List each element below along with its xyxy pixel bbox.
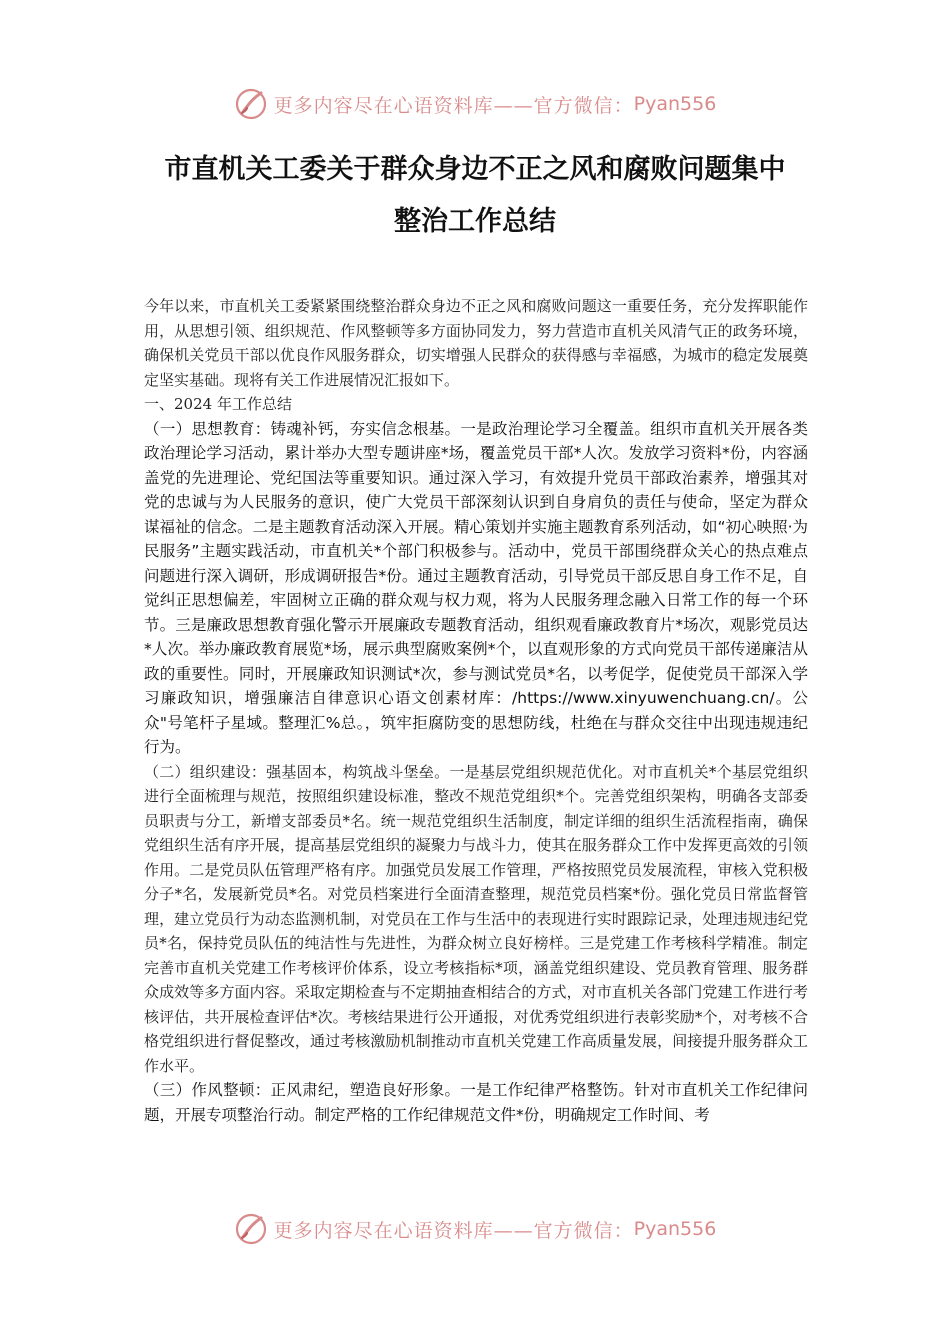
document-title <box>0 144 950 248</box>
intro-paragraph: 今年以来，市直机关工委紧紧围绕整治群众身边不正之风和腐败问题这一重要任务，充分发挥职能作用，从思想引领、组织规范、作风整顿等多方面协同发力，努力营造市直机关风清气正的政务环境，确保机关党员干部以优良作风服务群众，切实增强人民群众的获得感与幸福感，为城市的稳定发展奠定坚实基础。现将有关工作进展情况汇报如下。 <box>144 297 808 389</box>
paragraph-ideological-education: （一）思想教育：铸魂补钙，夯实信念根基。一是政治理论学习全覆盖。组织市直机关开展各类政治理论学习活动，累计举办大型专题讲座*场，覆盖党员干部*人次。发放学习资料*份，内容涵盖党的先进理论、党纪国法等重要知识。通过深入学习，有效提升党员干部政治素养，增强其对党的忠诚与为人民服务的意识，使广大党员干部深刻认识到自身肩负的责任与使命，坚定为群众谋福祉的信念。二是主题教育活动深入开展。精心策划并实施主题教育系列活动，如“初心映照·为民服务”主题实践活动，市直机关*个部门积极参与。活动中，党员干部围绕群众关心的热点难点问题进行深入调研，形成调研报告*份。通过主题教育活动，引导党员干部反思自身工作不足，自觉纠正思想偏差，牢固树立正确的群众观与权力观，将为人民服务理念融入日常工作的每一个环节。三是廉政思想教育强化警示开展廉政专题教育活动，组织观看廉政教育片*场次，观影党员达*人次。举办廉政教育展览*场，展示典型腐败案例*个，以直观形象的方式向党员干部传递廉洁从政的重要性。同时，开展廉政知识测试*次，参与测试党员*名，以考促学，促使党员干部深入学习廉政知识，增强廉洁自律意识心语文创素材库：/https://www.xinyuwenchuang.cn/。公众"号笔杆子星域。整理汇%总。，筑牢拒腐防变的思想防线，杜绝在与群众交往中出现违规违纪行为。 <box>144 419 808 756</box>
paragraph-work-style: （三）作风整顿：正风肃纪，塑造良好形象。一是工作纪律严格整饬。针对市直机关工作纪律问题，开展专项整治行动。制定严格的工作纪律规范文件*份，明确规定工作时间、考 <box>144 1081 808 1124</box>
document-body <box>144 294 808 1127</box>
footer-watermark-banner <box>0 1209 950 1249</box>
watermark-text: 更多内容尽在心语资料库——官方微信： <box>273 1219 634 1242</box>
header-watermark-banner <box>0 84 950 124</box>
section-heading-1: 一、2024 年工作总结 <box>144 395 292 413</box>
paragraph-organization-building: （二）组织建设：强基固本，构筑战斗堡垒。一是基层党组织规范优化。对市直机关*个基层党组织进行全面梳理与规范，按照组织建设标准，整改不规范党组织*个。完善党组织架构，明确各支部委员职责与分工，新增支部委员*名。统一规范党组织生活制度，制定详细的组织生活流程指南，确保党组织生活有序开展，提高基层党组织的凝聚力与战斗力，使其在服务群众工作中发挥更高效的引领作用。二是党员队伍管理严格有序。加强党员发展工作管理，严格按照党员发展流程，审核入党积极分子*名，发展新党员*名。对党员档案进行全面清查整理，规范党员档案*份。强化党员日常监督管理，建立党员行为动态监测机制，对党员在工作与生活中的表现进行实时跟踪记录，处理违规违纪党员*名，保持党员队伍的纯洁性与先进性，为群众树立良好榜样。三是党建工作考核科学精准。制定完善市直机关党建工作考核评价体系，设立考核指标*项，涵盖党组织建设、党员教育管理、服务群众成效等多方面内容。采取定期检查与不定期抽查相结合的方式，对市直机关各部门党建工作进行考核评估，共开展检查评估*次。考核结果进行公开通报，对优秀党组织进行表彰奖励*个，对考核不合格党组织进行督促整改，通过考核激励机制推动市直机关党建工作高质量发展，间接提升服务群众工作水平。 <box>144 762 808 1075</box>
brush-logo-icon <box>234 1212 268 1246</box>
title-line-1: 市直机关工委关于群众身边不正之风和腐败问题集中 <box>164 154 786 185</box>
watermark-text: 更多内容尽在心语资料库——官方微信： <box>273 94 634 117</box>
watermark-wechat-id: Pyan556 <box>633 1218 717 1240</box>
brush-logo-icon <box>234 87 268 121</box>
title-line-2: 整治工作总结 <box>394 206 556 237</box>
watermark-wechat-id: Pyan556 <box>633 93 717 115</box>
